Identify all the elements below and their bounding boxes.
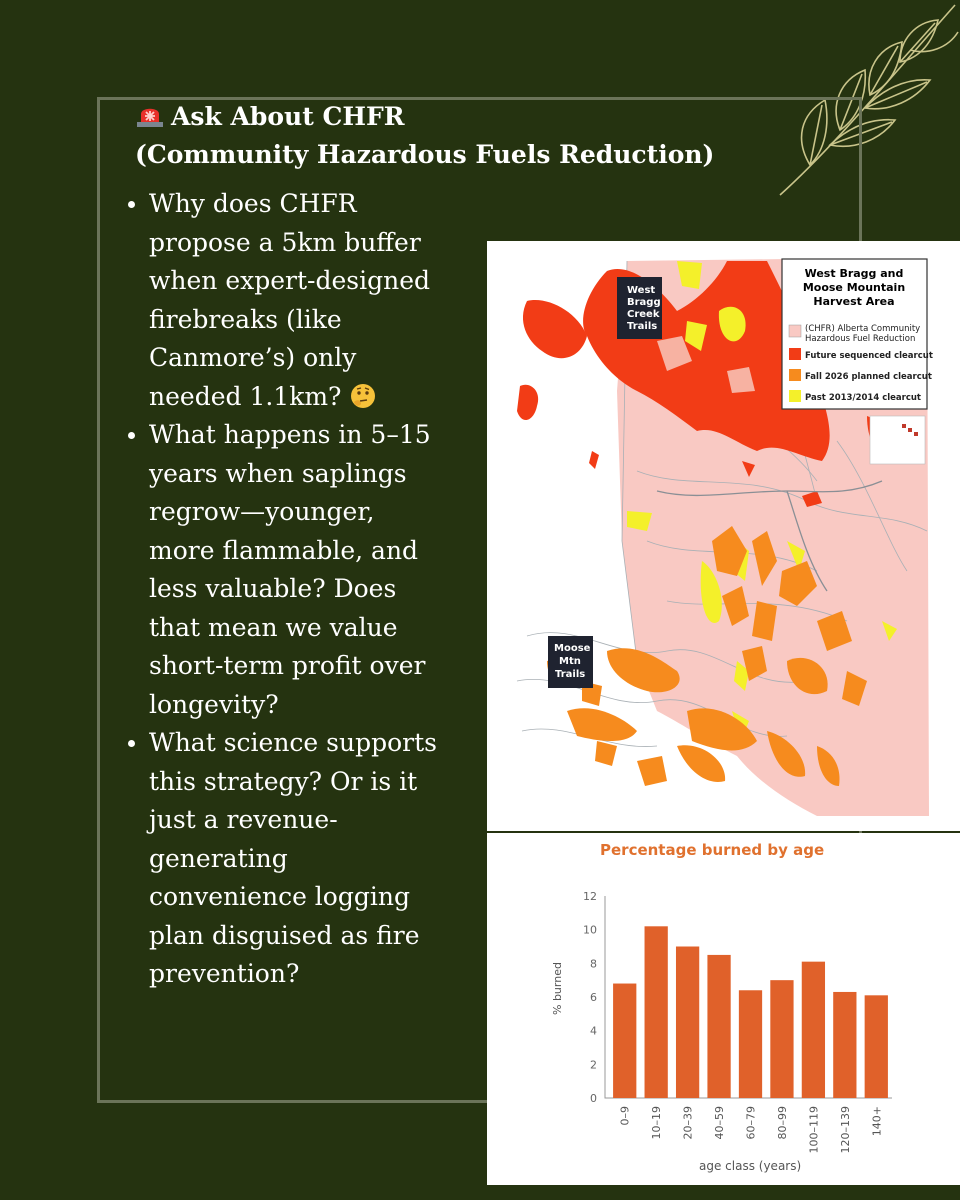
legend-label-planned: Fall 2026 planned clearcut: [805, 372, 932, 382]
harvest-area-map: [487, 241, 960, 831]
bar-7: [833, 992, 856, 1098]
moose-label-1: Moose: [554, 643, 591, 654]
bar-4: [739, 990, 762, 1098]
x-tick-label: 60–79: [744, 1106, 758, 1140]
siren-icon: [135, 101, 165, 127]
chart-title: Percentage burned by age: [600, 841, 825, 859]
legend-swatch-chfr: [789, 325, 801, 337]
x-tick-label: 140+: [870, 1106, 884, 1137]
bar-0: [613, 984, 636, 1098]
bar-1: [645, 926, 668, 1098]
bar-6: [802, 962, 825, 1098]
y-tick-label: 8: [590, 957, 597, 971]
bar-2: [676, 947, 699, 1099]
map-graphic: [487, 241, 960, 831]
west-bragg-label-1: West: [627, 285, 656, 296]
map-legend-title-2: Moose Mountain: [802, 281, 906, 294]
west-bragg-label-2: Bragg: [627, 297, 661, 308]
moose-label-2: Mtn: [559, 656, 581, 667]
legend-swatch-past: [789, 390, 801, 402]
question-list: [125, 185, 470, 994]
y-tick-label: 12: [583, 890, 597, 903]
y-tick-label: 10: [583, 923, 597, 937]
burn-by-age-chart: [487, 833, 960, 1185]
title-line-2: (Community Hazardous Fuels Reduction): [135, 140, 715, 169]
x-tick-label: 40–59: [713, 1106, 727, 1140]
x-tick-label: 80–99: [775, 1106, 789, 1140]
map-legend-title-3: Harvest Area: [813, 295, 895, 308]
thinking-face-icon: [349, 382, 377, 410]
page-title: [135, 98, 735, 174]
legend-swatch-future: [789, 348, 801, 360]
legend-label-past: Past 2013/2014 clearcut: [805, 393, 921, 403]
legend-label-chfr-1: (CHFR) Alberta Community: [805, 324, 921, 334]
legend-label-future: Future sequenced clearcut: [805, 351, 933, 361]
x-tick-label: 20–39: [681, 1106, 695, 1140]
y-tick-label: 6: [590, 991, 597, 1004]
list-item: What science supports this strategy? Or is it just a revenue- generating convenience logging plan disguised as fire prevention?: [125, 724, 470, 994]
bar-3: [707, 955, 730, 1098]
y-tick-label: 4: [590, 1024, 597, 1038]
moose-label-3: Trails: [555, 669, 586, 680]
y-tick-label: 0: [590, 1092, 597, 1105]
west-bragg-label-4: Trails: [627, 321, 658, 332]
bar-5: [770, 980, 793, 1098]
x-tick-label: 10–19: [650, 1106, 664, 1140]
x-tick-label: 100–119: [807, 1106, 821, 1154]
legend-label-chfr-2: Hazardous Fuel Reduction: [805, 334, 916, 344]
y-axis-label: % burned: [551, 962, 564, 1015]
list-item: Why does CHFR propose a 5km buffer when expert-designed firebreaks (like Canmore’s) only needed 1.1km?: [125, 185, 470, 416]
bar-8: [865, 995, 888, 1098]
y-tick-label: 2: [590, 1058, 597, 1072]
west-bragg-label-3: Creek: [627, 309, 660, 320]
x-tick-label: 120–139: [838, 1106, 852, 1154]
legend-swatch-planned: [789, 369, 801, 381]
x-axis-label: age class (years): [699, 1159, 802, 1173]
list-item: What happens in 5–15 years when saplings regrow—younger, more flammable, and less valuable? Does that mean we value short-term profit over longevity?: [125, 416, 470, 724]
x-tick-label: 0–9: [618, 1106, 632, 1126]
map-legend-title-1: West Bragg and: [804, 267, 904, 280]
title-line-1: Ask About CHFR: [171, 102, 405, 131]
